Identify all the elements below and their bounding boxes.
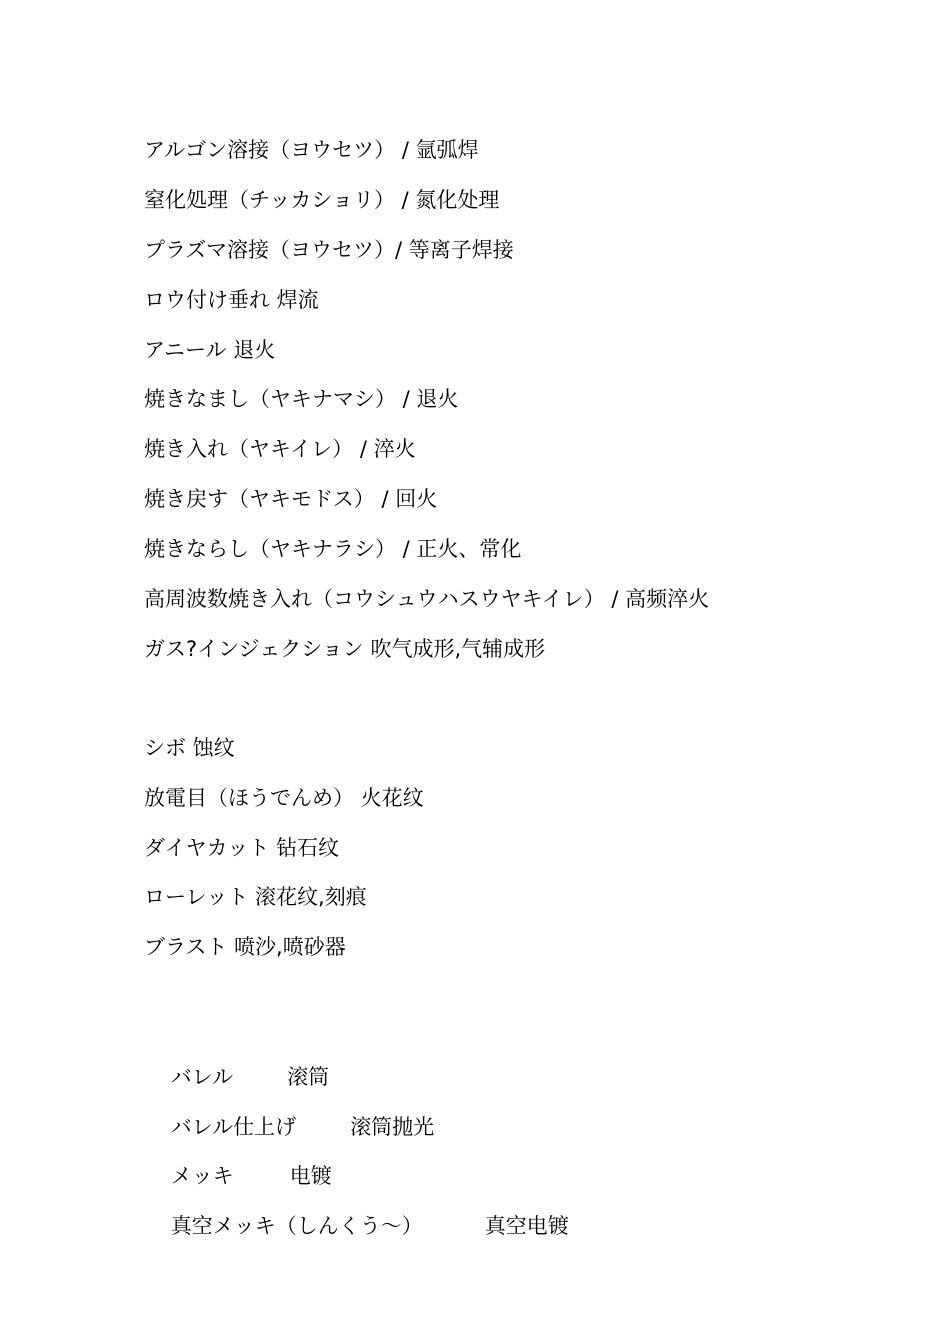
term-line: ロウ付け垂れ 焊流	[144, 288, 319, 312]
chinese-term: 滚筒抛光	[350, 1115, 435, 1139]
term-line: 高周波数焼き入れ（コウシュウハスウヤキイレ） / 高频淬火	[144, 587, 710, 611]
term-line: アルゴン溶接（ヨウセツ） / 氩弧焊	[144, 138, 479, 162]
term-line: 焼き入れ（ヤキイレ） / 淬火	[144, 437, 416, 461]
chinese-term: 电镀	[289, 1164, 332, 1188]
finishing-term-line	[144, 1181, 569, 1238]
term-line: 焼きならし（ヤキナラシ） / 正火、常化	[144, 537, 522, 561]
term-line: プラズマ溶接（ヨウセツ）/ 等离子焊接	[144, 238, 514, 262]
term-line: アニール 退火	[144, 338, 276, 362]
term-line: ブラスト 喷沙,喷砂器	[144, 935, 346, 959]
japanese-term: バレル	[170, 1065, 234, 1089]
term-line: ダイヤカット 钻石纹	[144, 836, 340, 860]
term-line: ガス?インジェクション 吹气成形,气辅成形	[144, 637, 546, 661]
term-line: 窒化処理（チッカショリ） / 氮化处理	[144, 188, 500, 212]
chinese-term: 真空电镀	[484, 1214, 569, 1238]
term-line: 焼きなまし（ヤキナマシ） / 退火	[144, 387, 459, 411]
term-line: 焼き戻す（ヤキモドス） / 回火	[144, 487, 438, 511]
chinese-term: 滚筒	[287, 1065, 330, 1089]
finishing-term-line	[144, 1082, 435, 1139]
japanese-term: メッキ	[170, 1164, 234, 1188]
finishing-term-line	[144, 1032, 330, 1089]
finishing-term-line	[144, 1131, 332, 1188]
term-line: シボ 蚀纹	[144, 736, 235, 760]
japanese-term: バレル仕上げ	[170, 1115, 297, 1139]
term-line: 放電目（ほうでんめ） 火花纹	[144, 786, 424, 810]
japanese-term: 真空メッキ（しんくう～）	[170, 1214, 423, 1238]
term-line: ローレット 滚花纹,刻痕	[144, 885, 367, 909]
